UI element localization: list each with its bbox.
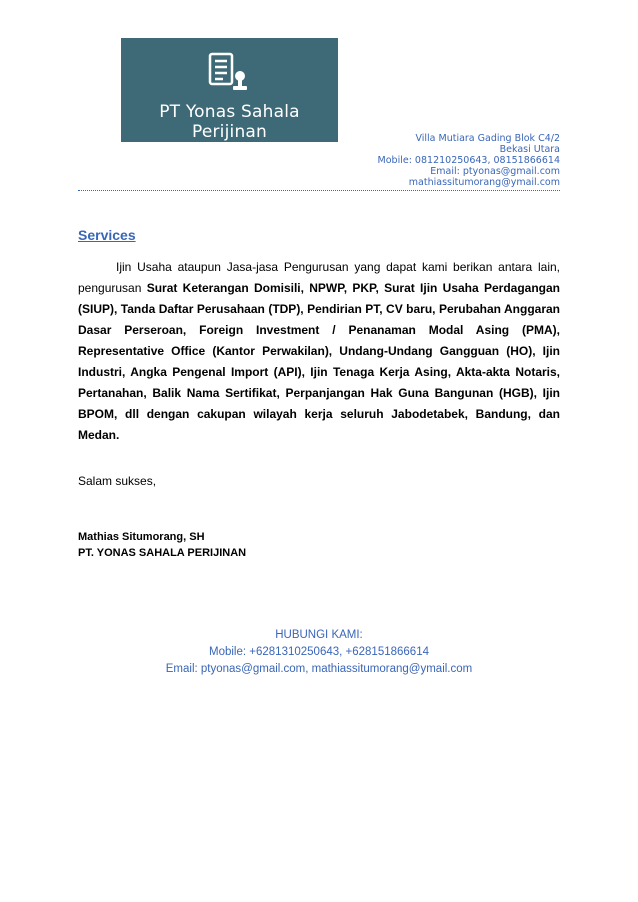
address-line-1: Villa Mutiara Gading Blok C4/2	[415, 133, 560, 144]
email-label: Email:	[430, 166, 463, 177]
company-logo	[121, 38, 338, 142]
greeting: Salam sukses,	[78, 474, 157, 488]
contact-email-row	[378, 166, 560, 177]
footer-title: HUBUNGI KAMI:	[275, 629, 363, 641]
signer-company: PT. YONAS SAHALA PERIJINAN	[78, 547, 247, 559]
email-link[interactable]: ptyonas@gmail.com	[462, 166, 560, 177]
footer-contact	[0, 627, 638, 678]
logo-company-name: PT Yonas Sahala Perijinan	[159, 102, 300, 142]
footer-mobile: Mobile: +6281310250643, +628151866614	[209, 646, 429, 658]
services-list: Surat Keterangan Domisili, NPWP, PKP, Surat Ijin Usaha Perdagangan (SIUP), Tanda Daftar Perusahaan (TDP), Pendirian PT, CV baru, Perubahan Anggaran Dasar Perseroan, Foreign Investment / Penanaman Modal Asing (PMA), Representative Office (Kantor Perwakilan), Undang-Undang Gangguan (HO), Ijin Industri, Angka Pengenal Import (API), Ijin Tenaga Kerja Asing, Akta-akta Notaris, Pertanahan, Balik Nama Sertifikat, Perpanjangan Hak Guna Bangunan (HGB), Ijin BPOM, dll dengan cakupan wilayah kerja seluruh Jabodetabek, Bandung, dan Medan.	[78, 281, 560, 442]
section-heading: Services	[78, 227, 136, 243]
address-line-2: Bekasi Utara	[499, 144, 560, 155]
signature-block	[78, 529, 246, 561]
email2-link[interactable]: mathiassitumorang@ymail.com	[408, 177, 560, 188]
services-paragraph	[78, 257, 560, 446]
contact-mobile: Mobile: 081210250643, 08151866614	[377, 155, 560, 166]
signer-name: Mathias Situmorang, SH	[78, 531, 205, 543]
document-stamp-icon	[207, 52, 251, 96]
services-intro: Ijin Usaha ataupun Jasa-jasa Pengurusan yang dapat kami berikan antara lain, pengurusan	[78, 260, 560, 295]
dotted-divider	[78, 190, 560, 191]
contact-block	[378, 133, 560, 188]
footer-email: Email: ptyonas@gmail.com, mathiassitumorang@ymail.com	[165, 663, 473, 675]
